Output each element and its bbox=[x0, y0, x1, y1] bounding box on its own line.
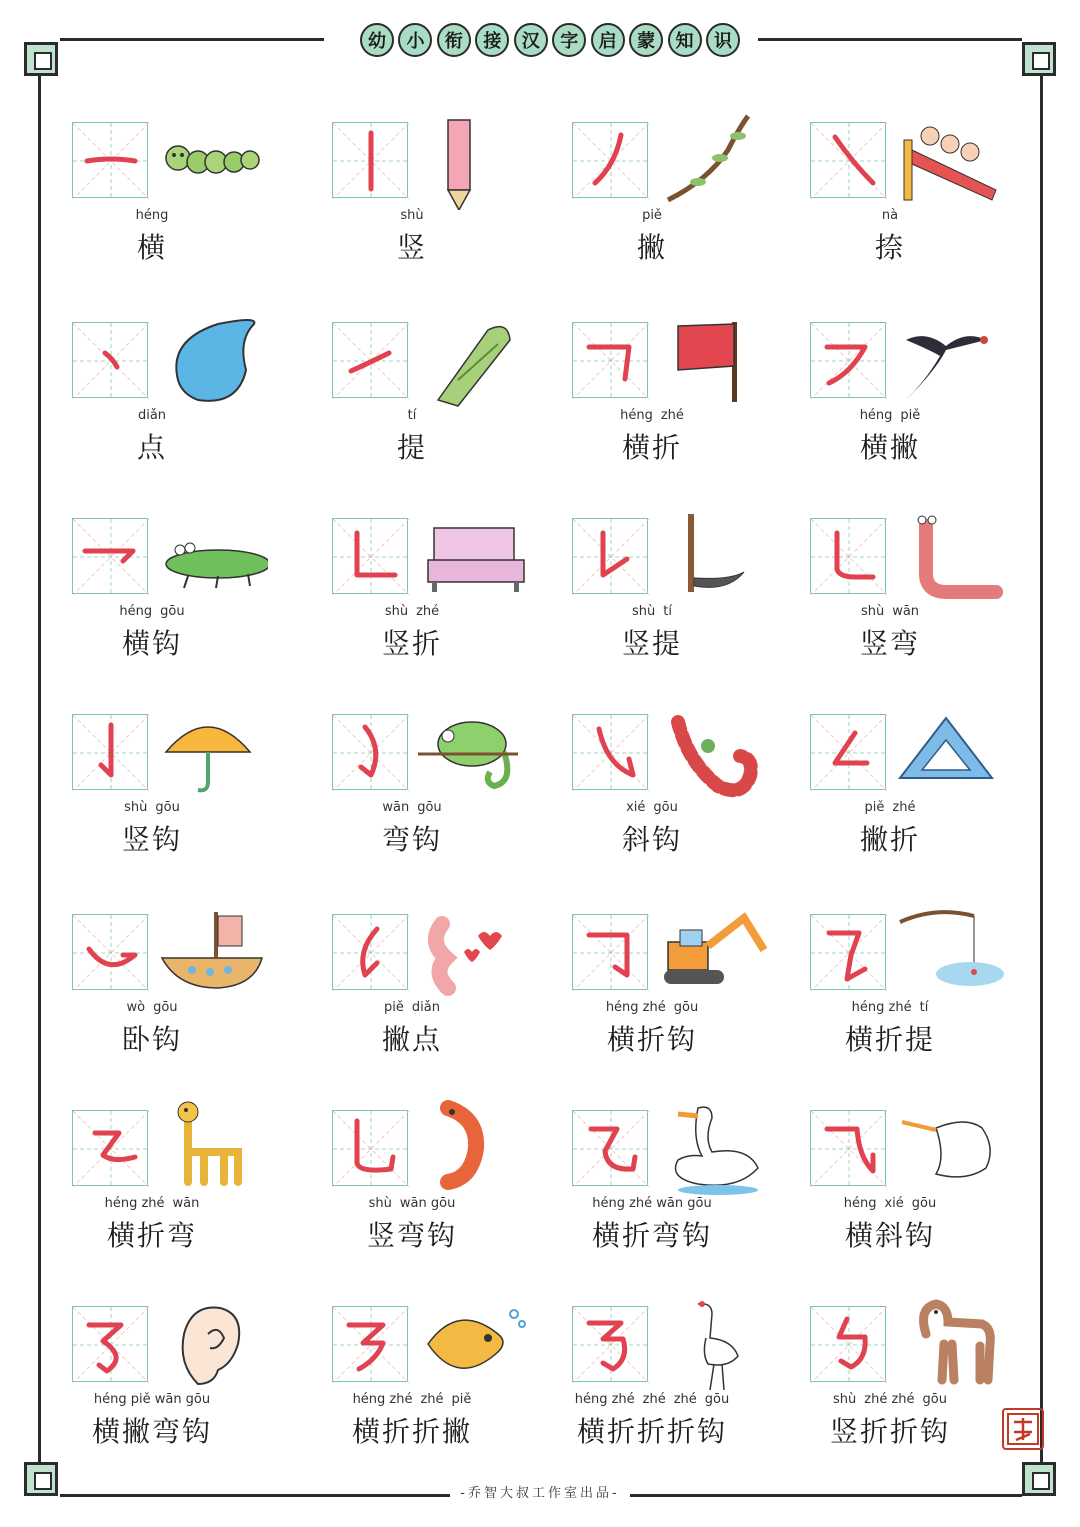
pinyin bbox=[302, 1196, 522, 1211]
pinyin-syllable: héng bbox=[620, 408, 653, 423]
tian-grid-box bbox=[72, 714, 148, 790]
pinyin-syllable: héng zhé bbox=[352, 1392, 413, 1407]
pinyin bbox=[42, 604, 262, 619]
stroke-name: 横折 bbox=[621, 431, 682, 464]
stroke-name: 竖提 bbox=[621, 627, 682, 660]
stroke-shape bbox=[811, 715, 887, 791]
goose-illustration bbox=[658, 1098, 768, 1198]
pinyin-syllable: shù bbox=[384, 604, 409, 619]
pinyin bbox=[542, 1392, 762, 1407]
stroke-name: 竖弯钩 bbox=[366, 1219, 457, 1252]
pencil-illustration bbox=[418, 110, 528, 210]
branch-illustration bbox=[658, 110, 768, 210]
pinyin-syllable: zhé bbox=[673, 1392, 697, 1407]
pinyin-syllable: shù bbox=[833, 1392, 857, 1407]
pinyin-syllable: nà bbox=[881, 208, 899, 223]
pinyin bbox=[542, 1000, 762, 1015]
stroke-shape bbox=[73, 715, 149, 791]
pinyin-syllable: gōu bbox=[153, 1000, 178, 1015]
stroke-name: 捺 bbox=[874, 231, 905, 264]
stroke-shape bbox=[333, 915, 409, 991]
stroke-card bbox=[72, 1306, 322, 1496]
stroke-card bbox=[810, 1110, 1060, 1300]
pinyin-syllable: piě bbox=[900, 408, 921, 423]
stroke-name: 横撇 bbox=[859, 431, 920, 464]
pinyin bbox=[302, 1000, 522, 1015]
stroke-shape bbox=[811, 323, 887, 399]
pinyin-syllable: héng bbox=[843, 1196, 877, 1211]
pinyin bbox=[780, 800, 1000, 815]
stroke-name: 撇折 bbox=[859, 823, 920, 856]
tian-grid-box bbox=[572, 322, 648, 398]
stroke-card bbox=[72, 1110, 322, 1300]
tian-grid-box bbox=[572, 1306, 648, 1382]
sickle-illustration bbox=[658, 506, 768, 606]
stroke-card bbox=[72, 914, 322, 1104]
pinyin-syllable: shù bbox=[124, 800, 148, 815]
giraffe-illustration bbox=[158, 1098, 268, 1198]
frame-corner-top-right bbox=[1022, 42, 1056, 76]
pinyin bbox=[302, 408, 522, 423]
tian-grid-box bbox=[72, 122, 148, 198]
title-char: 字 bbox=[552, 23, 586, 57]
pinyin-syllable: piě bbox=[451, 1392, 472, 1407]
tian-grid-box bbox=[810, 1306, 886, 1382]
hearts-illustration bbox=[418, 902, 528, 1002]
stroke-shape bbox=[811, 519, 887, 595]
stroke-card bbox=[810, 322, 1060, 512]
chameleon-illustration bbox=[418, 702, 528, 802]
stroke-name: 竖 bbox=[396, 231, 427, 264]
tian-grid-box bbox=[332, 322, 408, 398]
stroke-shape bbox=[333, 123, 409, 199]
pinyin-syllable: gōu bbox=[653, 800, 678, 815]
pinyin-syllable: gōu bbox=[704, 1392, 730, 1407]
pinyin-syllable: héng zhé wān gōu bbox=[592, 1196, 712, 1211]
seal-stamp bbox=[1002, 1408, 1044, 1450]
stroke-card bbox=[810, 1306, 1060, 1496]
pinyin bbox=[542, 800, 762, 815]
frame-left-line bbox=[38, 62, 41, 1474]
stroke-shape bbox=[73, 123, 149, 199]
pinyin bbox=[42, 408, 262, 423]
stroke-name: 横折折撇 bbox=[351, 1415, 472, 1448]
pinyin bbox=[42, 1000, 262, 1015]
ear-illustration bbox=[158, 1294, 268, 1394]
title-char: 汉 bbox=[514, 23, 548, 57]
stroke-shape bbox=[333, 1111, 409, 1187]
pinyin-syllable: héng bbox=[859, 408, 893, 423]
pinyin-syllable: héng bbox=[135, 208, 169, 223]
stroke-shape bbox=[811, 915, 887, 991]
stroke-name: 竖折折钩 bbox=[829, 1415, 950, 1448]
pinyin-syllable: shù bbox=[400, 208, 424, 223]
pinyin bbox=[780, 408, 1000, 423]
tian-grid-box bbox=[332, 714, 408, 790]
pinyin-syllable: shù bbox=[368, 1196, 392, 1211]
pinyin bbox=[780, 604, 1000, 619]
tian-grid-box bbox=[810, 1110, 886, 1186]
stroke-name: 提 bbox=[396, 431, 427, 464]
stroke-card bbox=[810, 122, 1060, 312]
pinyin-syllable: wò bbox=[126, 1000, 146, 1015]
pinyin-syllable: shù bbox=[632, 604, 656, 619]
frame-top-left-line bbox=[60, 38, 324, 41]
pinyin-syllable: gōu bbox=[155, 800, 180, 815]
pinyin-syllable: héng zhé bbox=[851, 1000, 912, 1015]
stroke-name: 横折弯 bbox=[106, 1219, 197, 1252]
tian-grid-box bbox=[810, 914, 886, 990]
water-drop-illustration bbox=[158, 310, 268, 410]
pinyin bbox=[302, 208, 522, 223]
frame-top-right-line bbox=[758, 38, 1022, 41]
pinyin bbox=[542, 408, 762, 423]
pinyin bbox=[42, 1196, 262, 1211]
pinyin bbox=[542, 1196, 762, 1211]
stroke-shape bbox=[333, 519, 409, 595]
stroke-name: 横折折折钩 bbox=[576, 1415, 727, 1448]
stroke-name: 横折弯钩 bbox=[591, 1219, 712, 1252]
stroke-name: 竖钩 bbox=[121, 823, 182, 856]
candy-cane-illustration bbox=[658, 702, 768, 802]
frame-corner-top-left bbox=[24, 42, 58, 76]
stroke-shape bbox=[811, 1307, 887, 1383]
fishing-rod-illustration bbox=[896, 902, 1006, 1002]
crocodile-illustration bbox=[158, 506, 268, 606]
slide-illustration bbox=[896, 110, 1006, 210]
stroke-name: 横撇弯钩 bbox=[91, 1415, 212, 1448]
footer-text: -乔智大叔工作室出品- bbox=[450, 1486, 629, 1501]
swan-illustration bbox=[896, 1098, 1006, 1198]
stroke-name: 横 bbox=[136, 231, 167, 264]
stroke-name: 斜钩 bbox=[621, 823, 682, 856]
stroke-name: 横斜钩 bbox=[844, 1219, 935, 1252]
pinyin-syllable: gōu bbox=[673, 1000, 699, 1015]
pinyin-syllable: héng zhé bbox=[574, 1392, 635, 1407]
stroke-card bbox=[72, 714, 322, 904]
title-char: 衔 bbox=[437, 23, 471, 57]
stroke-shape bbox=[333, 715, 409, 791]
pinyin-syllable: tí bbox=[919, 1000, 929, 1015]
title-char: 知 bbox=[668, 23, 702, 57]
pinyin-syllable: wān gōu bbox=[399, 1196, 456, 1211]
tian-grid-box bbox=[572, 914, 648, 990]
pinyin-syllable: piě bbox=[384, 1000, 404, 1015]
pinyin-syllable: héng piě wān gōu bbox=[93, 1392, 211, 1407]
tian-grid-box bbox=[810, 122, 886, 198]
stroke-shape bbox=[573, 323, 649, 399]
pinyin-syllable: héng zhé bbox=[104, 1196, 165, 1211]
stroke-name: 撇 bbox=[636, 231, 667, 264]
stroke-name: 横折提 bbox=[844, 1023, 935, 1056]
stroke-name: 弯钩 bbox=[381, 823, 442, 856]
title-char: 接 bbox=[475, 23, 509, 57]
pinyin bbox=[542, 208, 762, 223]
stroke-shape bbox=[73, 323, 149, 399]
pinyin-syllable: zhé bbox=[642, 1392, 666, 1407]
stroke-shape bbox=[811, 123, 887, 199]
pinyin-syllable: zhé bbox=[420, 1392, 444, 1407]
pinyin-syllable: héng bbox=[119, 604, 153, 619]
pinyin-syllable: piě bbox=[864, 800, 885, 815]
pinyin bbox=[542, 604, 762, 619]
pinyin-syllable: xié bbox=[884, 1196, 904, 1211]
tian-grid-box bbox=[72, 1110, 148, 1186]
tian-grid-box bbox=[332, 518, 408, 594]
pinyin bbox=[780, 1000, 1000, 1015]
pinyin bbox=[302, 604, 522, 619]
tian-grid-box bbox=[810, 714, 886, 790]
stroke-name: 横折钩 bbox=[606, 1023, 697, 1056]
pinyin-syllable: wān bbox=[172, 1196, 200, 1211]
stroke-name: 点 bbox=[136, 431, 167, 464]
tian-grid-box bbox=[810, 518, 886, 594]
pinyin-syllable: zhé bbox=[892, 800, 916, 815]
pinyin bbox=[302, 1392, 522, 1407]
stroke-card bbox=[72, 322, 322, 512]
stroke-card bbox=[810, 518, 1060, 708]
footer bbox=[0, 1482, 1080, 1501]
pinyin bbox=[42, 1392, 262, 1407]
title-char: 幼 bbox=[360, 23, 394, 57]
pinyin-syllable: gōu bbox=[160, 604, 185, 619]
pinyin-syllable: diǎn bbox=[411, 1000, 440, 1015]
flag-illustration bbox=[658, 310, 768, 410]
stroke-shape bbox=[573, 915, 649, 991]
tian-grid-box bbox=[572, 1110, 648, 1186]
pinyin-syllable: zhé zhé bbox=[864, 1392, 915, 1407]
stroke-card bbox=[72, 518, 322, 708]
pinyin-syllable: tí bbox=[663, 604, 672, 619]
tian-grid-box bbox=[332, 914, 408, 990]
tian-grid-box bbox=[72, 518, 148, 594]
excavator-illustration bbox=[658, 902, 768, 1002]
title-char: 蒙 bbox=[629, 23, 663, 57]
stroke-name: 撇点 bbox=[381, 1023, 442, 1056]
boat-illustration bbox=[158, 902, 268, 1002]
pinyin-syllable: héng zhé bbox=[605, 1000, 666, 1015]
tian-grid-box bbox=[72, 1306, 148, 1382]
pinyin bbox=[780, 208, 1000, 223]
pinyin-syllable: wān bbox=[382, 800, 410, 815]
tian-grid-box bbox=[72, 914, 148, 990]
stroke-shape bbox=[573, 123, 649, 199]
stroke-name: 竖折 bbox=[381, 627, 442, 660]
pinyin-syllable: shù bbox=[860, 604, 885, 619]
umbrella-illustration bbox=[158, 702, 268, 802]
stroke-shape bbox=[73, 1111, 149, 1187]
stroke-shape bbox=[811, 1111, 887, 1187]
pinyin bbox=[42, 800, 262, 815]
stroke-shape bbox=[573, 519, 649, 595]
title-char: 小 bbox=[398, 23, 432, 57]
shrimp-illustration bbox=[418, 1098, 528, 1198]
pinyin bbox=[780, 1196, 1000, 1211]
tian-grid-box bbox=[332, 122, 408, 198]
tian-grid-box bbox=[572, 122, 648, 198]
pinyin bbox=[780, 1392, 1000, 1407]
horse-illustration bbox=[896, 1294, 1006, 1394]
caterpillar-illustration bbox=[158, 110, 268, 210]
pinyin-syllable: gōu bbox=[922, 1392, 947, 1407]
pinyin-syllable: zhé bbox=[660, 408, 684, 423]
stroke-name: 卧钩 bbox=[121, 1023, 182, 1056]
tian-grid-box bbox=[572, 518, 648, 594]
pinyin-syllable: tí bbox=[407, 408, 417, 423]
worm-illustration bbox=[896, 506, 1006, 606]
pinyin-syllable: wān bbox=[892, 604, 920, 619]
page-title bbox=[360, 22, 740, 58]
fish-illustration bbox=[418, 1294, 528, 1394]
stroke-name: 横钩 bbox=[121, 627, 182, 660]
tian-grid-box bbox=[332, 1110, 408, 1186]
pinyin-syllable: diǎn bbox=[137, 408, 167, 423]
bamboo-shoot-illustration bbox=[418, 310, 528, 410]
pinyin bbox=[302, 800, 522, 815]
stroke-shape bbox=[73, 519, 149, 595]
tian-grid-box bbox=[572, 714, 648, 790]
stroke-card bbox=[72, 122, 322, 312]
pinyin bbox=[42, 208, 262, 223]
pinyin-syllable: piě bbox=[642, 208, 662, 223]
pinyin-syllable: xié bbox=[626, 800, 646, 815]
stroke-shape bbox=[333, 323, 409, 399]
stroke-shape bbox=[333, 1307, 409, 1383]
title-char: 识 bbox=[706, 23, 740, 57]
stroke-name: 竖弯 bbox=[859, 627, 920, 660]
triangle-ruler-illustration bbox=[896, 702, 1006, 802]
crane-illustration bbox=[658, 1294, 768, 1394]
tian-grid-box bbox=[810, 322, 886, 398]
tian-grid-box bbox=[72, 322, 148, 398]
sofa-illustration bbox=[418, 506, 528, 606]
stroke-card bbox=[810, 714, 1060, 904]
stroke-shape bbox=[573, 1307, 649, 1383]
stroke-card bbox=[810, 914, 1060, 1104]
stroke-shape bbox=[573, 715, 649, 791]
swallow-illustration bbox=[896, 310, 1006, 410]
pinyin-syllable: gōu bbox=[911, 1196, 937, 1211]
tian-grid-box bbox=[332, 1306, 408, 1382]
stroke-shape bbox=[73, 915, 149, 991]
pinyin-syllable: gōu bbox=[417, 800, 442, 815]
pinyin-syllable: zhé bbox=[416, 604, 440, 619]
stroke-shape bbox=[573, 1111, 649, 1187]
title-char: 启 bbox=[591, 23, 625, 57]
stroke-shape bbox=[73, 1307, 149, 1383]
